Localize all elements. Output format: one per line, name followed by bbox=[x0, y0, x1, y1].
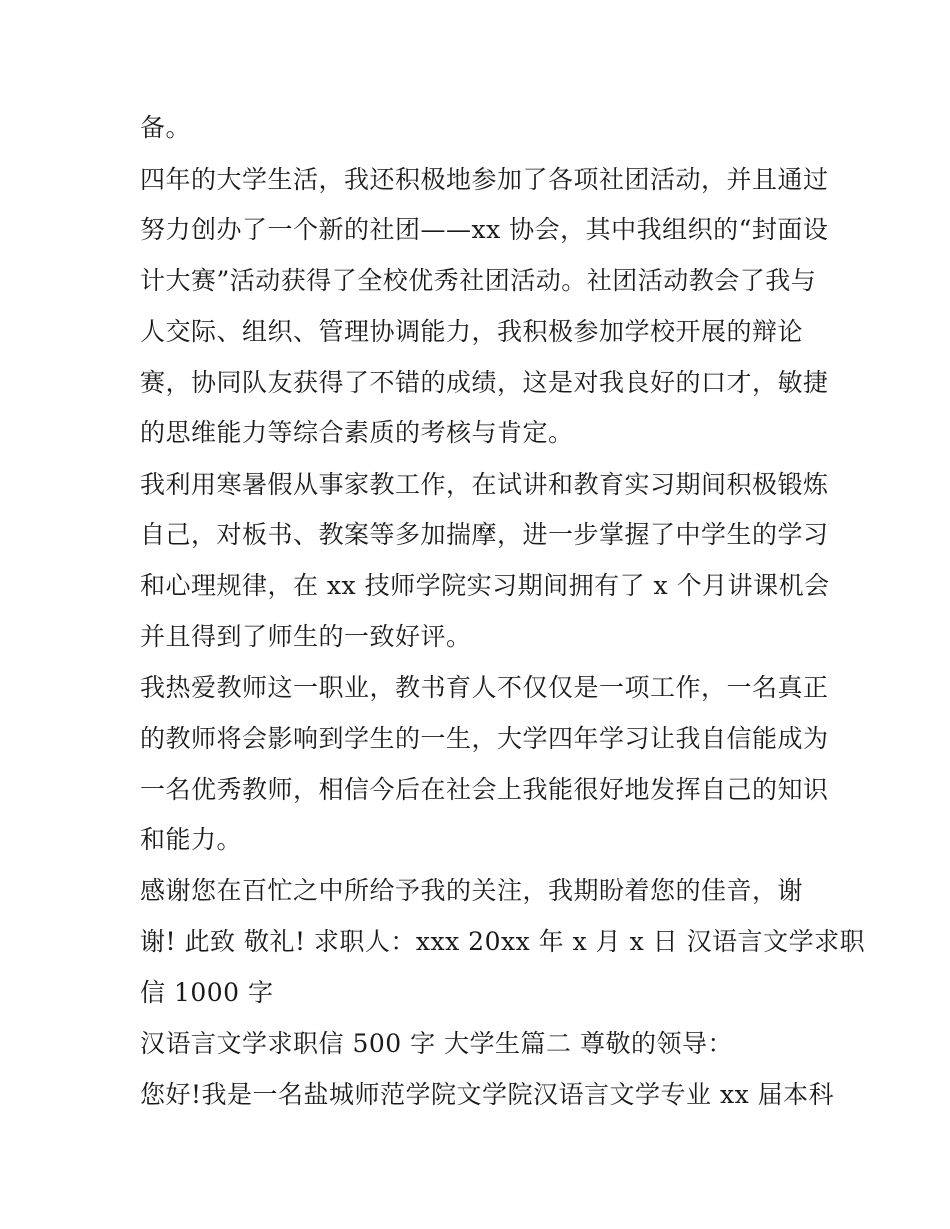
text-line: 并且得到了师生的一致好评。 bbox=[140, 622, 472, 651]
text-line: 人交际、组织、管理协调能力，我积极参加学校开展的辩论 bbox=[140, 317, 804, 346]
text-line: 我利用寒暑假从事家教工作，在试讲和教育实习期间积极锻炼 bbox=[140, 470, 829, 499]
text-line: 和能力。 bbox=[140, 825, 243, 854]
text-line: 赛，协同队友获得了不错的成绩，这是对我良好的口才，敏捷 bbox=[140, 368, 829, 397]
text-line: 一名优秀教师，相信今后在社会上我能很好地发挥自己的知识 bbox=[140, 775, 829, 804]
text-line: 四年的大学生活，我还积极地参加了各项社团活动，并且通过 bbox=[140, 165, 829, 194]
text-line: 我热爱教师这一职业，教书育人不仅仅是一项工作，一名真正 bbox=[140, 673, 829, 702]
text-line: 谢! 此致 敬礼! 求职人：xxx 20xx 年 x 月 x 日 汉语言文学求职 bbox=[140, 927, 866, 956]
text-line: 信 1000 字 bbox=[140, 978, 274, 1007]
text-line: 努力创办了一个新的社团——xx 协会，其中我组织的“封面设 bbox=[140, 215, 829, 244]
text-line: 和心理规律，在 xx 技师学院实习期间拥有了 x 个月讲课机会 bbox=[140, 571, 830, 600]
text-line: 备。 bbox=[140, 113, 192, 142]
text-line: 汉语言文学求职信 500 字 大学生篇二 尊敬的领导： bbox=[140, 1029, 734, 1058]
text-line: 计大赛”活动获得了全校优秀社团活动。社团活动教会了我与 bbox=[140, 266, 817, 295]
text-line: 的思维能力等综合素质的考核与肯定。 bbox=[140, 418, 574, 447]
text-line: 您好!我是一名盐城师范学院文学院汉语言文学专业 xx 届本科 bbox=[140, 1080, 835, 1109]
text-line: 的教师将会影响到学生的一生，大学四年学习让我自信能成为 bbox=[140, 724, 829, 753]
text-line: 自己，对板书、教案等多加揣摩，进一步掌握了中学生的学习 bbox=[140, 520, 829, 549]
text-line: 感谢您在百忙之中所给予我的关注，我期盼着您的佳音，谢 bbox=[140, 876, 804, 905]
